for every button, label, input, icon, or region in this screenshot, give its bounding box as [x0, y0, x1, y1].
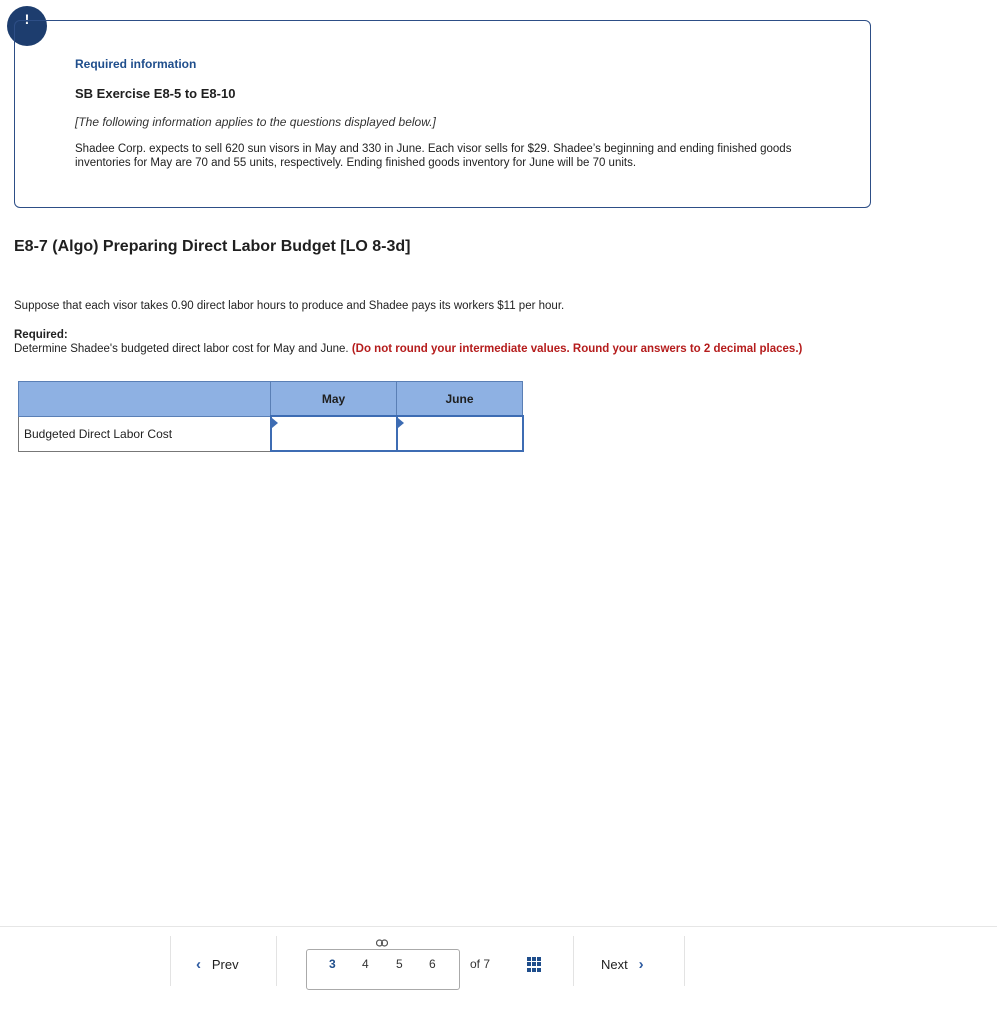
june-cost-cell	[397, 416, 523, 451]
footer-separator	[170, 936, 171, 986]
table-row	[19, 416, 523, 451]
required-label: Required:	[14, 329, 68, 341]
next-label: Next	[601, 957, 628, 972]
row-label: Budgeted Direct Labor Cost	[19, 416, 271, 451]
footer-separator	[684, 936, 685, 986]
prev-button[interactable]	[196, 956, 239, 973]
page-6[interactable]: 6	[429, 957, 436, 971]
page-total: of 7	[470, 957, 491, 971]
question-title: E8-7 (Algo) Preparing Direct Labor Budget [LO 8-3d]	[14, 238, 411, 255]
direct-labor-budget-table	[18, 381, 524, 452]
header-blank	[19, 382, 271, 417]
question-text: Suppose that each visor takes 0.90 direct labor hours to produce and Shadee pays its workers $11 per hour.	[14, 300, 565, 312]
answer-flag-icon	[398, 418, 404, 428]
next-button[interactable]	[601, 956, 644, 973]
header-june: June	[397, 382, 523, 417]
chevron-right-icon: ›	[638, 956, 644, 973]
info-note: [The following information applies to the questions displayed below.]	[75, 115, 436, 129]
answer-flag-icon	[272, 418, 278, 428]
info-body: Shadee Corp. expects to sell 620 sun visors in May and 330 in June. Each visor sells for $29. Shadee’s beginning and ending finished goods inventories for May are 70 and 55 units, respectively. Ending finished goods inventory for June will be 70 units.	[75, 143, 792, 169]
alert-icon: !	[7, 6, 47, 46]
footer-divider	[0, 926, 997, 927]
page-3[interactable]: 3	[329, 957, 336, 971]
required-instructions	[14, 343, 802, 355]
june-cost-input[interactable]	[398, 417, 522, 450]
footer-separator	[573, 936, 574, 986]
page-5[interactable]: 5	[396, 957, 403, 971]
info-title: Required information	[75, 57, 197, 71]
required-information-box	[14, 20, 871, 208]
prev-label: Prev	[211, 957, 239, 972]
rounding-warning: (Do not round your intermediate values. Round your answers to 2 decimal places.)	[351, 343, 803, 355]
chevron-left-icon: ‹	[196, 956, 201, 973]
footer-separator	[276, 936, 277, 986]
page-4[interactable]: 4	[362, 957, 369, 971]
info-subtitle: SB Exercise E8-5 to E8-10	[75, 86, 236, 101]
required-text: Determine Shadee's budgeted direct labor cost for May and June.	[14, 343, 349, 355]
table-header-row	[19, 382, 523, 417]
may-cost-cell	[271, 416, 397, 451]
header-may: May	[271, 382, 397, 417]
grid-icon[interactable]	[527, 957, 542, 972]
may-cost-input[interactable]	[272, 417, 396, 450]
